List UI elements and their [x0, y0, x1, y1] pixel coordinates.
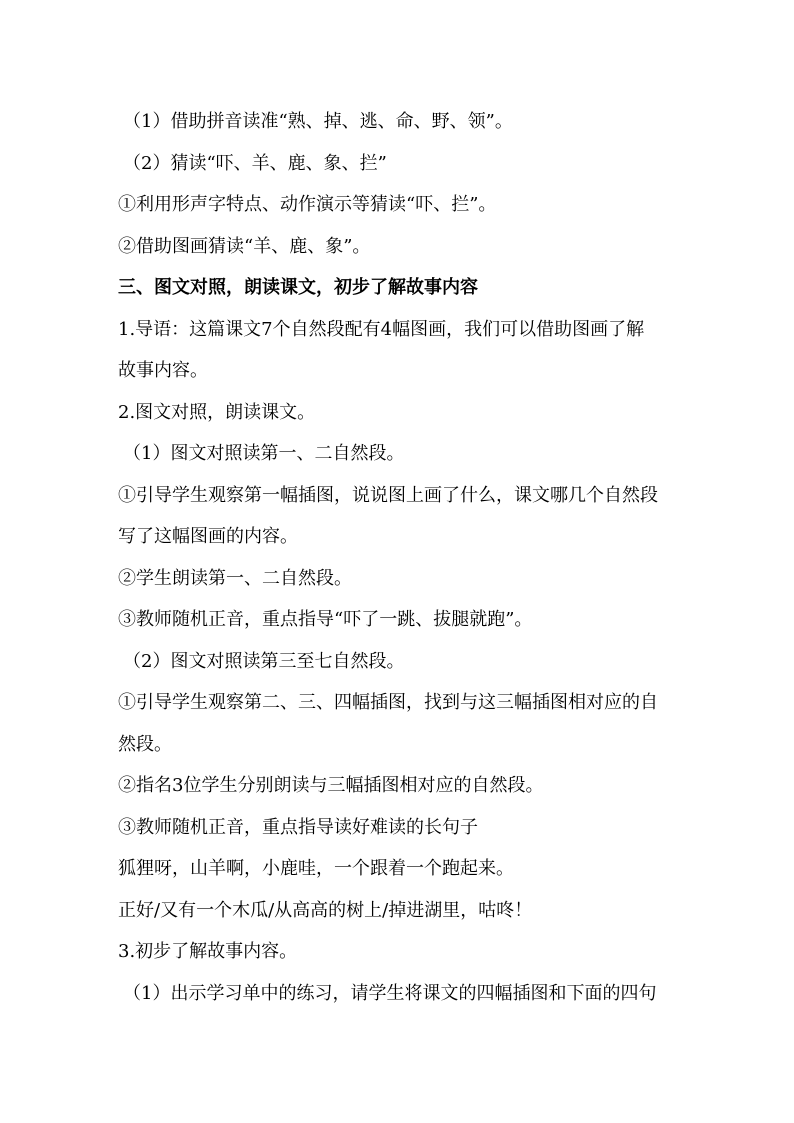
- sub-item-pinyin-reading: （1）借助拼音读准“熟、掉、逃、命、野、领”。: [123, 111, 513, 132]
- step-picture-guess: ②借助图画猜读“羊、鹿、象”。: [118, 235, 371, 257]
- intro-paragraph-line-1: 1.导语：这篇课文7个自然段配有4幅图画，我们可以借助图画了解: [118, 318, 645, 340]
- item-3-heading: 3.初步了解故事内容。: [118, 941, 298, 962]
- example-sentence-2: 正好/又有一个木瓜/从高高的树上/掉进湖里，咕咚！: [118, 899, 533, 921]
- section-heading-3: 三、图文对照，朗读课文，初步了解故事内容: [118, 277, 478, 298]
- example-sentence-1: 狐狸呀，山羊啊，小鹿哇，一个跟着一个跑起来。: [118, 858, 514, 879]
- intro-paragraph-line-2: 故事内容。: [118, 360, 208, 381]
- step-students-read: ②指名3位学生分别朗读与三幅插图相对应的自然段。: [118, 775, 544, 796]
- step-observe-first-picture-line-2: 写了这幅图画的内容。: [118, 526, 298, 547]
- step-correct-pronunciation-1: ③教师随机正音，重点指导“吓了一跳、拔腿就跑”。: [118, 609, 533, 630]
- document-body: [118, 101, 688, 1014]
- sub-item-guess-reading: （2）猜读“吓、羊、鹿、象、拦”: [123, 152, 387, 174]
- step-observe-pictures-2-4-line-1: ①引导学生观察第二、三、四幅插图，找到与这三幅插图相对应的自: [118, 692, 658, 713]
- item-2-heading: 2.图文对照，朗读课文。: [118, 401, 316, 423]
- step-observe-first-picture-line-1: ①引导学生观察第一幅插图，说说图上画了什么，课文哪几个自然段: [118, 484, 658, 506]
- step-observe-pictures-2-4-line-2: 然段。: [118, 733, 172, 755]
- sub-item-paragraphs-3-7: （2）图文对照读第三至七自然段。: [123, 650, 405, 672]
- sub-item-worksheet-exercise: （1）出示学习单中的练习，请学生将课文的四幅插图和下面的四句: [123, 982, 657, 1004]
- step-read-paragraphs-1-2: ②学生朗读第一、二自然段。: [118, 567, 352, 589]
- step-shape-sound-guess: ①利用形声字特点、动作演示等猜读“吓、拦”。: [118, 194, 497, 215]
- sub-item-paragraphs-1-2: （1）图文对照读第一、二自然段。: [123, 443, 405, 464]
- step-correct-pronunciation-2: ③教师随机正音，重点指导读好难读的长句子: [118, 816, 478, 838]
